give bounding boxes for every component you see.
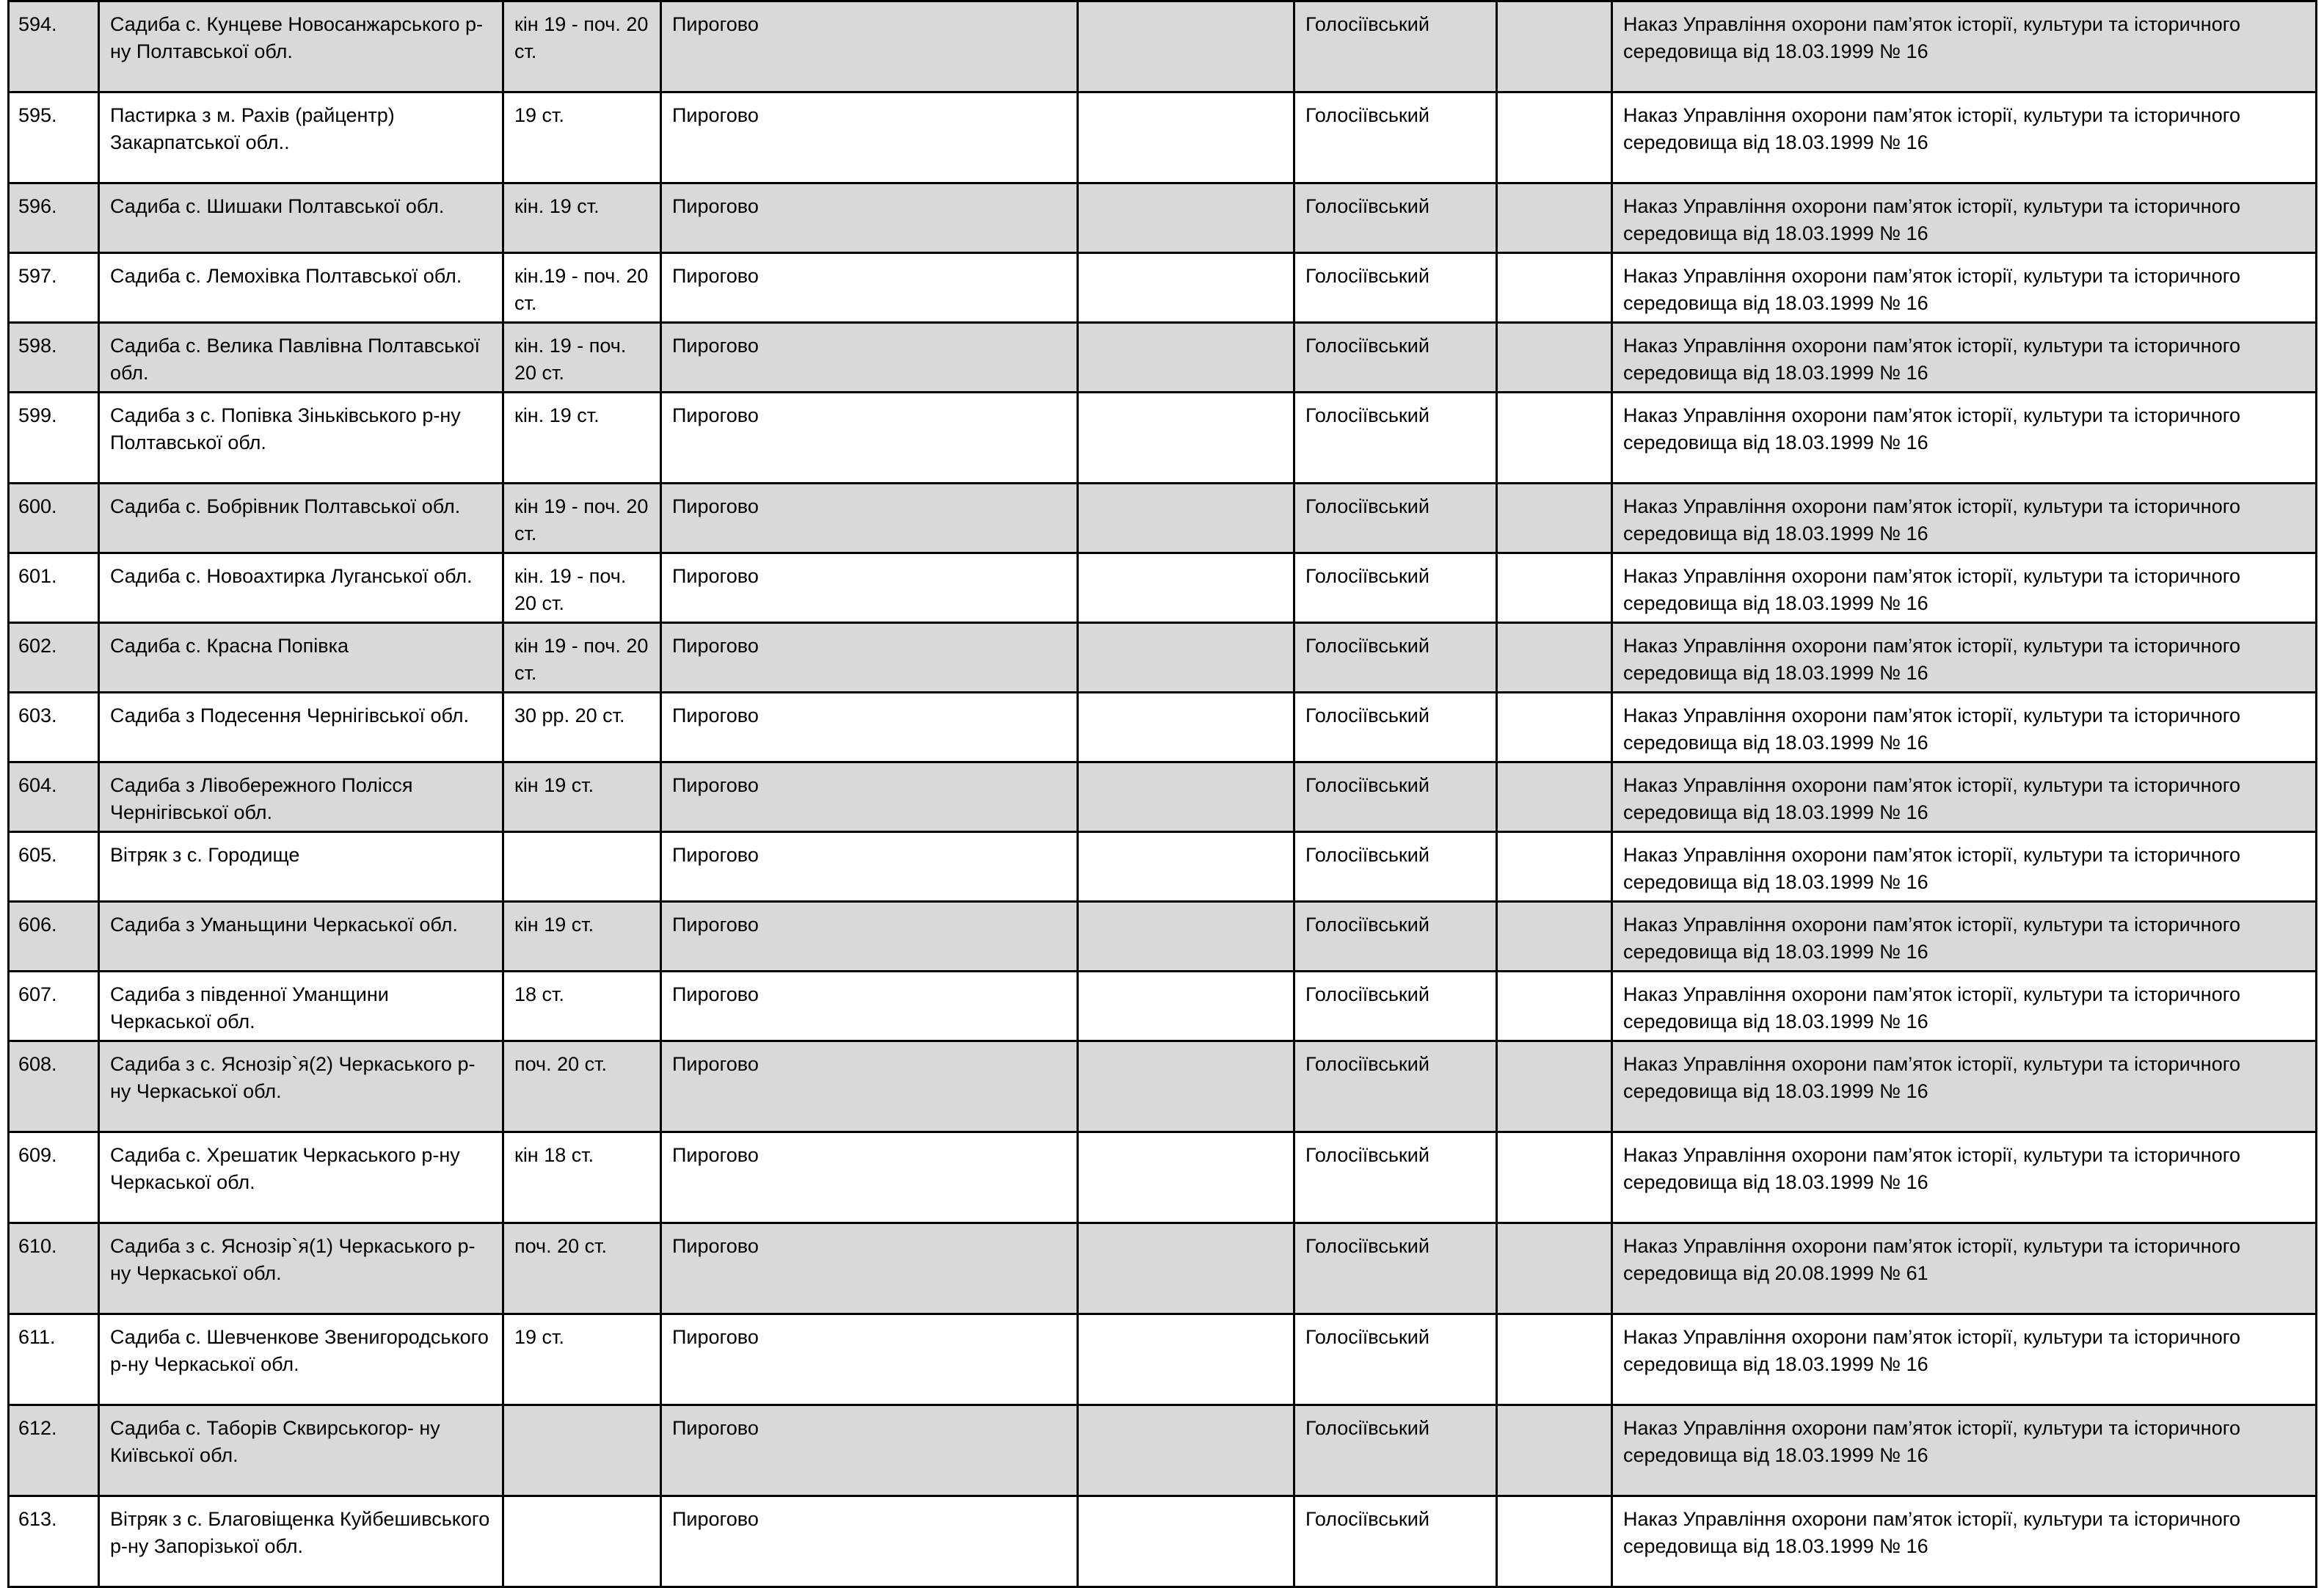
protection-order-cell: Наказ Управління охорони пам’яток історії, культури та історичного середовища від 18.03.1999 № 16 [1612, 1132, 2317, 1223]
protection-order-cell: Наказ Управління охорони пам’яток історії, культури та історичного середовища від 18.03.1999 № 16 [1612, 1041, 2317, 1132]
object-name-cell: Садиба с. Шевченкове Звенигородського р-ну Черкаської обл. [99, 1314, 503, 1405]
table-row [9, 832, 2317, 902]
row-number-cell: 602. [9, 623, 99, 693]
object-location-cell: Пирогово [661, 183, 1078, 253]
row-number-cell: 612. [9, 1405, 99, 1496]
object-address-cell [1078, 1223, 1294, 1314]
object-address-cell [1078, 323, 1294, 393]
object-name-cell: Садиба с. Новоахтирка Луганської обл. [99, 553, 503, 623]
object-location-cell: Пирогово [661, 323, 1078, 393]
object-name-cell: Садиба з с. Попівка Зіньківського р-ну Полтавської обл. [99, 393, 503, 484]
object-location-cell: Пирогово [661, 832, 1078, 902]
object-date-cell [503, 1405, 661, 1496]
object-extra-cell [1497, 762, 1612, 832]
object-location-cell: Пирогово [661, 1496, 1078, 1587]
object-location-cell: Пирогово [661, 253, 1078, 323]
protection-order-cell: Наказ Управління охорони пам’яток історії, культури та історичного середовища від 18.03.1999 № 16 [1612, 832, 2317, 902]
object-address-cell [1078, 1496, 1294, 1587]
object-district-cell: Голосіївський [1294, 762, 1497, 832]
object-date-cell: кін 19 ст. [503, 902, 661, 972]
object-district-cell: Голосіївський [1294, 553, 1497, 623]
object-name-cell: Вітряк з с. Городище [99, 832, 503, 902]
object-location-cell: Пирогово [661, 393, 1078, 484]
object-date-cell: 18 ст. [503, 972, 661, 1041]
object-district-cell: Голосіївський [1294, 623, 1497, 693]
object-extra-cell [1497, 1496, 1612, 1587]
object-district-cell: Голосіївський [1294, 484, 1497, 553]
object-location-cell: Пирогово [661, 1405, 1078, 1496]
object-address-cell [1078, 972, 1294, 1041]
table-row [9, 1405, 2317, 1496]
object-district-cell: Голосіївський [1294, 183, 1497, 253]
protection-order-cell: Наказ Управління охорони пам’яток історії, культури та історичного середовища від 18.03.1999 № 16 [1612, 393, 2317, 484]
row-number-cell: 603. [9, 693, 99, 762]
table-row [9, 553, 2317, 623]
protection-order-cell: Наказ Управління охорони пам’яток історії, культури та історичного середовища від 18.03.1999 № 16 [1612, 623, 2317, 693]
object-location-cell: Пирогово [661, 553, 1078, 623]
object-date-cell: кін 18 ст. [503, 1132, 661, 1223]
row-number-cell: 594. [9, 1, 99, 92]
row-number-cell: 595. [9, 92, 99, 183]
object-location-cell: Пирогово [661, 1041, 1078, 1132]
protection-order-cell: Наказ Управління охорони пам’яток історії, культури та історичного середовища від 18.03.1999 № 16 [1612, 553, 2317, 623]
object-location-cell: Пирогово [661, 1132, 1078, 1223]
object-extra-cell [1497, 1132, 1612, 1223]
protection-order-cell: Наказ Управління охорони пам’яток історії, культури та історичного середовища від 18.03.1999 № 16 [1612, 762, 2317, 832]
table-row [9, 623, 2317, 693]
row-number-cell: 599. [9, 393, 99, 484]
row-number-cell: 601. [9, 553, 99, 623]
row-number-cell: 613. [9, 1496, 99, 1587]
row-number-cell: 605. [9, 832, 99, 902]
object-extra-cell [1497, 92, 1612, 183]
object-location-cell: Пирогово [661, 484, 1078, 553]
row-number-cell: 598. [9, 323, 99, 393]
object-district-cell: Голосіївський [1294, 1, 1497, 92]
object-date-cell: 30 рр. 20 ст. [503, 693, 661, 762]
object-location-cell: Пирогово [661, 1314, 1078, 1405]
object-extra-cell [1497, 1314, 1612, 1405]
object-extra-cell [1497, 693, 1612, 762]
object-name-cell: Садиба с. Шишаки Полтавської обл. [99, 183, 503, 253]
object-extra-cell [1497, 393, 1612, 484]
row-number-cell: 611. [9, 1314, 99, 1405]
object-name-cell: Садиба с. Кунцеве Новосанжарського р-ну Полтавської обл. [99, 1, 503, 92]
object-extra-cell [1497, 623, 1612, 693]
protection-order-cell: Наказ Управління охорони пам’яток історії, культури та історичного середовища від 18.03.1999 № 16 [1612, 1405, 2317, 1496]
object-name-cell: Вітряк з с. Благовіщенка Куйбешивського р-ну Запорізької обл. [99, 1496, 503, 1587]
object-location-cell: Пирогово [661, 623, 1078, 693]
object-name-cell: Садиба с. Красна Попівка [99, 623, 503, 693]
object-date-cell: кін 19 - поч. 20 ст. [503, 484, 661, 553]
object-name-cell: Садиба з південної Уманщини Черкаської обл. [99, 972, 503, 1041]
object-district-cell: Голосіївський [1294, 92, 1497, 183]
protection-order-cell: Наказ Управління охорони пам’яток історії, культури та історичного середовища від 18.03.1999 № 16 [1612, 693, 2317, 762]
object-district-cell: Голосіївський [1294, 693, 1497, 762]
object-extra-cell [1497, 832, 1612, 902]
table-row [9, 253, 2317, 323]
object-address-cell [1078, 693, 1294, 762]
object-address-cell [1078, 762, 1294, 832]
object-name-cell: Пастирка з м. Рахів (райцентр) Закарпатської обл.. [99, 92, 503, 183]
object-address-cell [1078, 484, 1294, 553]
object-date-cell: кін 19 - поч. 20 ст. [503, 1, 661, 92]
object-name-cell: Садиба с. Таборів Сквирськогор- ну Київської обл. [99, 1405, 503, 1496]
table-row [9, 92, 2317, 183]
object-date-cell: кін. 19 ст. [503, 393, 661, 484]
table-row [9, 183, 2317, 253]
protection-order-cell: Наказ Управління охорони пам’яток історії, культури та історичного середовища від 18.03.1999 № 16 [1612, 1314, 2317, 1405]
protection-order-cell: Наказ Управління охорони пам’яток історії, культури та історичного середовища від 18.03.1999 № 16 [1612, 972, 2317, 1041]
protection-order-cell: Наказ Управління охорони пам’яток історії, культури та історичного середовища від 18.03.1999 № 16 [1612, 92, 2317, 183]
object-date-cell: кін 19 ст. [503, 762, 661, 832]
protection-order-cell: Наказ Управління охорони пам’яток історії, культури та історичного середовища від 18.03.1999 № 16 [1612, 253, 2317, 323]
heritage-register-page [7, 0, 2315, 1588]
object-name-cell: Садиба з Подесення Чернігівської обл. [99, 693, 503, 762]
object-extra-cell [1497, 1405, 1612, 1496]
object-extra-cell [1497, 1, 1612, 92]
object-district-cell: Голосіївський [1294, 393, 1497, 484]
object-extra-cell [1497, 484, 1612, 553]
row-number-cell: 608. [9, 1041, 99, 1132]
table-row [9, 1132, 2317, 1223]
object-address-cell [1078, 623, 1294, 693]
object-name-cell: Садиба с. Лемохівка Полтавської обл. [99, 253, 503, 323]
object-address-cell [1078, 1, 1294, 92]
row-number-cell: 597. [9, 253, 99, 323]
object-district-cell: Голосіївський [1294, 323, 1497, 393]
object-district-cell: Голосіївський [1294, 902, 1497, 972]
object-name-cell: Садиба з с. Яснозір`я(1) Черкаського р-ну Черкаської обл. [99, 1223, 503, 1314]
object-district-cell: Голосіївський [1294, 1405, 1497, 1496]
object-name-cell: Садиба с. Бобрівник Полтавської обл. [99, 484, 503, 553]
object-location-cell: Пирогово [661, 92, 1078, 183]
object-district-cell: Голосіївський [1294, 1132, 1497, 1223]
object-district-cell: Голосіївський [1294, 1223, 1497, 1314]
protection-order-cell: Наказ Управління охорони пам’яток історії, культури та історичного середовища від 20.08.1999 № 61 [1612, 1223, 2317, 1314]
object-address-cell [1078, 1314, 1294, 1405]
object-extra-cell [1497, 902, 1612, 972]
protection-order-cell: Наказ Управління охорони пам’яток історії, культури та історичного середовища від 18.03.1999 № 16 [1612, 1496, 2317, 1587]
object-name-cell: Садиба с. Велика Павлівна Полтавської обл. [99, 323, 503, 393]
object-date-cell: поч. 20 ст. [503, 1041, 661, 1132]
object-location-cell: Пирогово [661, 972, 1078, 1041]
object-address-cell [1078, 253, 1294, 323]
row-number-cell: 610. [9, 1223, 99, 1314]
table-row [9, 972, 2317, 1041]
object-date-cell: кін. 19 - поч. 20 ст. [503, 323, 661, 393]
object-address-cell [1078, 1405, 1294, 1496]
object-address-cell [1078, 832, 1294, 902]
protection-order-cell: Наказ Управління охорони пам’яток історії, культури та історичного середовища від 18.03.1999 № 16 [1612, 183, 2317, 253]
table-row [9, 1223, 2317, 1314]
object-location-cell: Пирогово [661, 1223, 1078, 1314]
object-date-cell: кін. 19 ст. [503, 183, 661, 253]
table-row [9, 323, 2317, 393]
object-date-cell [503, 832, 661, 902]
object-extra-cell [1497, 972, 1612, 1041]
object-address-cell [1078, 1041, 1294, 1132]
object-date-cell: 19 ст. [503, 1314, 661, 1405]
protection-order-cell: Наказ Управління охорони пам’яток історії, культури та історичного середовища від 18.03.1999 № 16 [1612, 902, 2317, 972]
table-row [9, 1041, 2317, 1132]
table-row [9, 902, 2317, 972]
object-name-cell: Садиба з Уманьщини Черкаської обл. [99, 902, 503, 972]
object-date-cell [503, 1496, 661, 1587]
object-location-cell: Пирогово [661, 693, 1078, 762]
object-district-cell: Голосіївський [1294, 1314, 1497, 1405]
object-district-cell: Голосіївський [1294, 1496, 1497, 1587]
heritage-register-table [7, 0, 2317, 1588]
row-number-cell: 604. [9, 762, 99, 832]
object-date-cell: 19 ст. [503, 92, 661, 183]
object-extra-cell [1497, 553, 1612, 623]
table-row [9, 484, 2317, 553]
object-extra-cell [1497, 1223, 1612, 1314]
object-extra-cell [1497, 183, 1612, 253]
object-district-cell: Голосіївський [1294, 972, 1497, 1041]
object-address-cell [1078, 902, 1294, 972]
object-extra-cell [1497, 1041, 1612, 1132]
object-extra-cell [1497, 323, 1612, 393]
row-number-cell: 607. [9, 972, 99, 1041]
object-district-cell: Голосіївський [1294, 253, 1497, 323]
object-date-cell: поч. 20 ст. [503, 1223, 661, 1314]
table-row [9, 693, 2317, 762]
row-number-cell: 606. [9, 902, 99, 972]
object-address-cell [1078, 92, 1294, 183]
object-date-cell: кін. 19 - поч. 20 ст. [503, 553, 661, 623]
table-body [9, 1, 2317, 1587]
object-name-cell: Садиба с. Хрешатик Черкаського р-ну Черкаської обл. [99, 1132, 503, 1223]
object-district-cell: Голосіївський [1294, 832, 1497, 902]
row-number-cell: 596. [9, 183, 99, 253]
protection-order-cell: Наказ Управління охорони пам’яток історії, культури та історичного середовища від 18.03.1999 № 16 [1612, 323, 2317, 393]
object-date-cell: кін.19 - поч. 20 ст. [503, 253, 661, 323]
row-number-cell: 600. [9, 484, 99, 553]
object-address-cell [1078, 553, 1294, 623]
object-extra-cell [1497, 253, 1612, 323]
table-row [9, 1496, 2317, 1587]
object-location-cell: Пирогово [661, 1, 1078, 92]
object-date-cell: кін 19 - поч. 20 ст. [503, 623, 661, 693]
object-name-cell: Садиба з Лівобережного Полісся Чернігівської обл. [99, 762, 503, 832]
object-address-cell [1078, 393, 1294, 484]
object-district-cell: Голосіївський [1294, 1041, 1497, 1132]
table-row [9, 762, 2317, 832]
table-row [9, 1, 2317, 92]
row-number-cell: 609. [9, 1132, 99, 1223]
table-row [9, 393, 2317, 484]
table-row [9, 1314, 2317, 1405]
object-address-cell [1078, 1132, 1294, 1223]
object-name-cell: Садиба з с. Яснозір`я(2) Черкаського р-ну Черкаської обл. [99, 1041, 503, 1132]
object-address-cell [1078, 183, 1294, 253]
object-location-cell: Пирогово [661, 902, 1078, 972]
protection-order-cell: Наказ Управління охорони пам’яток історії, культури та історичного середовища від 18.03.1999 № 16 [1612, 1, 2317, 92]
protection-order-cell: Наказ Управління охорони пам’яток історії, культури та історичного середовища від 18.03.1999 № 16 [1612, 484, 2317, 553]
object-location-cell: Пирогово [661, 762, 1078, 832]
